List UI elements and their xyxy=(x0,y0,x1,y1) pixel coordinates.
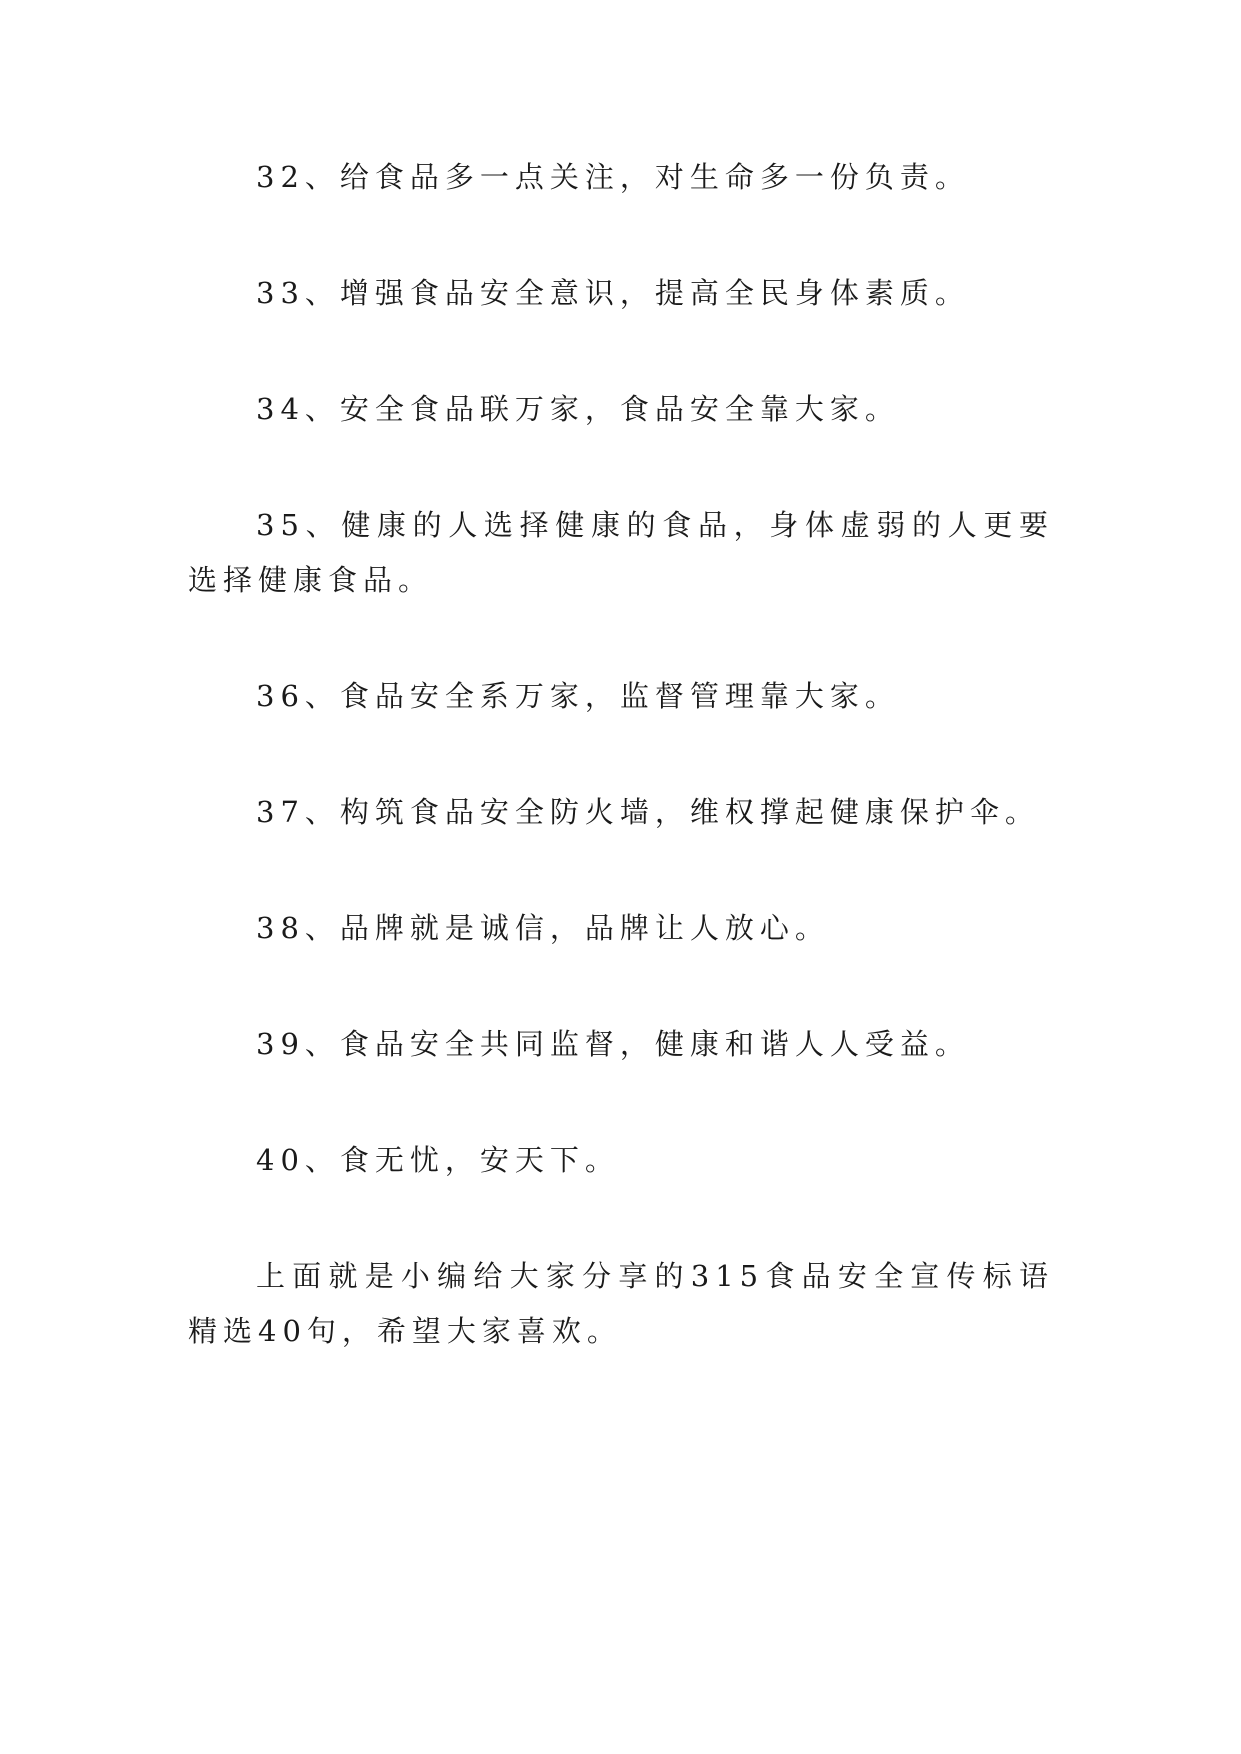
paragraph-spacer xyxy=(188,840,1054,901)
paragraph-spacer xyxy=(188,321,1054,382)
document-body xyxy=(188,150,1054,1359)
slogan-32: 32、给食品多一点关注，对生命多一份负责。 xyxy=(256,160,970,194)
slogan-36: 36、食品安全系万家，监督管理靠大家。 xyxy=(256,679,900,713)
slogan-38: 38、品牌就是诚信，品牌让人放心。 xyxy=(256,911,830,945)
slogan-37: 37、构筑食品安全防火墙，维权撑起健康保护伞。 xyxy=(256,795,1040,829)
slogan-35: 35、健康的人选择健康的食品，身体虚弱的人更要选择健康食品。 xyxy=(188,508,1054,597)
closing-paragraph: 上面就是小编给大家分享的315食品安全宣传标语精选40句，希望大家喜欢。 xyxy=(188,1259,1054,1348)
slogan-33: 33、增强食品安全意识，提高全民身体素质。 xyxy=(256,276,970,310)
paragraph-spacer xyxy=(188,608,1054,669)
paragraph-spacer xyxy=(188,1188,1054,1249)
paragraph-spacer xyxy=(188,205,1054,266)
paragraph-spacer xyxy=(188,956,1054,1017)
slogan-39: 39、食品安全共同监督，健康和谐人人受益。 xyxy=(256,1027,970,1061)
slogan-40: 40、食无忧，安天下。 xyxy=(256,1143,620,1177)
paragraph-spacer xyxy=(188,724,1054,785)
paragraph-spacer xyxy=(188,437,1054,498)
paragraph-spacer xyxy=(188,1072,1054,1133)
slogan-34: 34、安全食品联万家，食品安全靠大家。 xyxy=(256,392,900,426)
